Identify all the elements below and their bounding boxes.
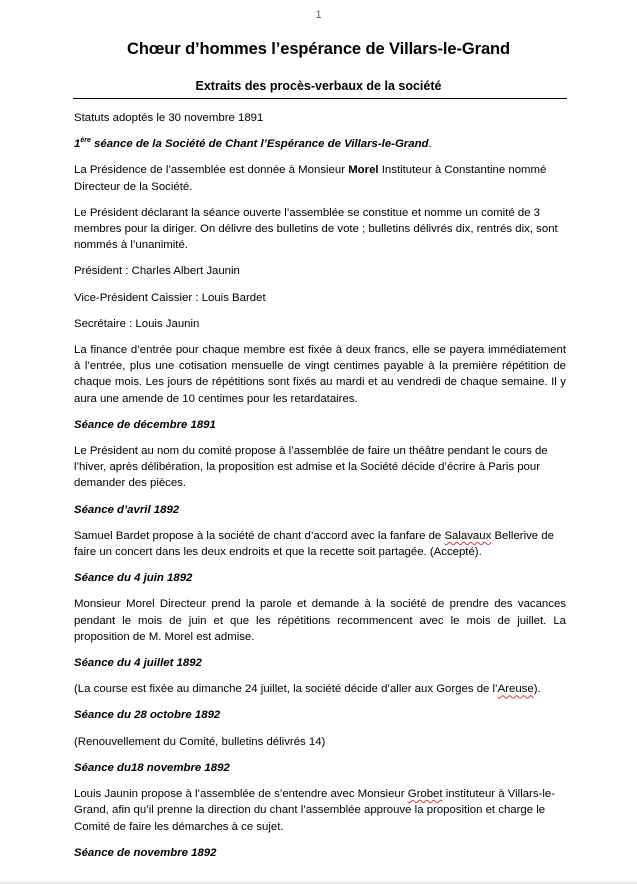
session-text-jun-1892: Monsieur Morel Directeur prend la parole et demande à la société de prendre des vacances pendant le mois de juin et que les répétitions recommencent avec le mois de juillet. La proposition de M. Morel est admise. bbox=[74, 598, 566, 643]
spellcheck-word-grobet[interactable]: Grobet bbox=[407, 788, 443, 801]
session-text-jul-1892 bbox=[74, 681, 566, 697]
page-bottom-edge bbox=[0, 880, 637, 884]
president-line: Président : Charles Albert Jaunin bbox=[74, 265, 240, 278]
first-session-text: séance de la Société de Chant l’Espérance de Villars-le-Grand bbox=[90, 138, 429, 151]
document-title: Chœur d’hommes l’espérance de Villars-le-Grand bbox=[127, 40, 510, 58]
secretaire-line: Secrétaire : Louis Jaunin bbox=[74, 317, 200, 330]
session-heading-jul-1892: Séance du 4 juillet 1892 bbox=[74, 657, 202, 670]
first-session-superscript: ère bbox=[80, 137, 91, 145]
session-heading-jun-1892: Séance du 4 juin 1892 bbox=[74, 572, 193, 585]
jul-text-2: ). bbox=[533, 683, 541, 696]
finance-paragraph: La finance d’entrée pour chaque membre est fixée à deux francs, elle se payera immédiatement à l’entrée, plus une cotisation mensuelle de vingt centimes payable à la première répétition de chaque mois. Les jours de répétitions sont fixés au mardi et au vendredi de chaque semaine. Il y aura une amende de 10 centimes pour les retardataires. bbox=[74, 344, 566, 405]
session-text-dec-1891: Le Président au nom du comité propose à l’assemblée de faire un théâtre pendant le cours de l’hiver, après délibération, la proposition est admise et la Société décide d’écrire à Paris pour demander des pièces. bbox=[74, 445, 548, 490]
session-text-oct-1892: (Renouvellement du Comité, bulletins délivrés 14) bbox=[74, 735, 326, 748]
presidence-name: Morel bbox=[348, 164, 379, 177]
page-number: 1 bbox=[315, 9, 322, 21]
apr-text-2: Bellerive de faire un concert dans les deux endroits et que la recette soit partagée. (Accepté). bbox=[74, 529, 554, 559]
session-text-apr-1892 bbox=[74, 528, 566, 560]
first-session-period: . bbox=[428, 138, 432, 151]
session-heading-oct-1892: Séance du 28 octobre 1892 bbox=[74, 709, 221, 722]
session-heading-nov18-1892: Séance du18 novembre 1892 bbox=[74, 761, 230, 774]
document-subtitle: Extraits des procès-verbaux de la société bbox=[195, 79, 442, 93]
presidence-paragraph bbox=[74, 162, 566, 194]
vice-president-line: Vice-Président Caissier : Louis Bardet bbox=[74, 291, 266, 304]
nov18-text-2: instituteur à Villars-le-Grand, afin qu’il prenne la direction du chant l’assemblée approuve la proposition et charge le Comité de faire les démarches à ce sujet. bbox=[74, 788, 556, 833]
first-session-heading bbox=[74, 136, 566, 152]
session-heading-nov-1892: Séance de novembre 1892 bbox=[74, 846, 217, 859]
apr-text-1: Samuel Bardet propose à la société de chant d’accord avec la fanfare de bbox=[74, 529, 445, 542]
session-text-nov18-1892 bbox=[74, 786, 566, 835]
jul-text-1: (La course est fixée au dimanche 24 juillet, la société décide d’aller aux Gorges de l’ bbox=[74, 683, 498, 696]
presidence-text-1: La Présidence de l’assemblée est donnée à Monsieur bbox=[74, 164, 349, 177]
comite-paragraph: Le Président déclarant la séance ouverte l’assemblée se constitue et nomme un comité de 3 membres pour la diriger. On délivre des bulletins de vote ; bulletins délivrés dix, rentrés dix, sont nommés à l’unanimité. bbox=[74, 206, 558, 252]
presidence-text-2: Instituteur à Constantine nommé Directeur de la Société. bbox=[74, 164, 547, 193]
title-rule bbox=[73, 98, 567, 99]
document-body bbox=[74, 110, 566, 871]
spellcheck-word-areuse[interactable]: Areuse bbox=[497, 683, 534, 696]
session-heading-dec-1891: Séance de décembre 1891 bbox=[74, 418, 216, 431]
session-heading-apr-1892: Séance d’avril 1892 bbox=[74, 503, 180, 516]
spellcheck-word-salavaux[interactable]: Salavaux bbox=[444, 529, 492, 542]
statuts-line: Statuts adoptés le 30 novembre 1891 bbox=[74, 112, 264, 124]
nov18-text-1: Louis Jaunin propose à l’assemblée de s’entendre avec Monsieur bbox=[74, 788, 408, 801]
first-session-number: 1 bbox=[74, 138, 81, 151]
